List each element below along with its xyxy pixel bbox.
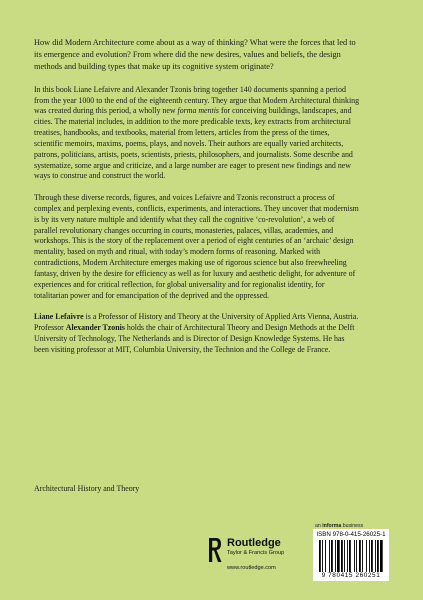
description-paragraph-2: Through these diverse records, figures, and voices Lefaivre and Tzonis reconstruct a process of complex and perplexing events, conflicts, experiments, and interactions. They uncover that modernism is by its very nature multiple and identify what they call the cognitive ‘co-revolution’, a web of parallel revolutionary changes occurring in courts, monasteries, palaces, villas, academies, and workshops. This is the story of the replacement over a period of eight centuries of an ‘archaic’ design mentality, based on myth and ritual, with today’s modern forms of reasoning. Marked with contradictions, Modern Architecture emerges making use of rigorous science but also freewheeling fantasy, driven by the desire for efficiency as well as for luxury and aesthetic delight, for adventure of experiences and for critical reflection, for global universality and for regionalist identity, for totalitarian power and for emancipation of the deprived and the oppressed. [34,193,359,300]
publisher-url: www.routledge.com [227,565,276,571]
series-title: Architectural History and Theory [34,484,140,493]
barcode-icon [319,540,383,572]
bio-text-1: is a Professor of History and Theory at the University of Applied Arts Vienna, Austria. Professor [34,312,359,333]
description-text-a: In this book Liane Lefaivre and Alexander Tzonis bring together 140 documents spanning a period from the year 1000 to the end of the eighteenth century. They argue that Modern Architectural thinking was created during this period, a wholly new [34,84,360,116]
author-name-tzonis: Alexander Tzonis [65,323,125,333]
informa-prefix: an [315,523,323,529]
description-text-b: for conceiving buildings, landscapes, and cities. The material includes, in addition to the more predicable texts, key extracts from architectural treatises, handbooks, and textbooks, material from letters, articles from the press of the times, scientific memoirs, maxims, poems, plays, and novels. Their authors are equally varied architects, patrons, politicians, artists, poets, scientists, priests, philosophers, and journalists. Some describe and systematize, some argue and criticize, and a large number are eager to present new findings and new ways to construe and construct the world. [34,106,353,181]
informa-suffix: business [341,523,364,529]
ean-number: 9 780415 260251 [321,572,381,579]
routledge-logo-icon [208,537,222,563]
isbn-text: ISBN 978-0-415-26025-1 [316,531,386,538]
publisher-group: Taylor & Francis Group [227,550,285,556]
publisher-block [208,537,284,571]
description-paragraph-1 [34,85,360,183]
author-name-lefaivre: Liane Lefaivre [34,312,84,322]
blurb-column [34,37,360,367]
publisher-name: Routledge [227,537,281,549]
informa-brand: informa [322,523,342,529]
barcode-panel [313,529,389,581]
bio-text-2: holds the chair of Architectural Theory and Design Methods at the Delft University of Technology, The Netherlands and is Director of Design Knowledge Systems. He has been visiting professor at MIT, Columbia University, the Technion and the College de France. [34,323,355,354]
intro-questions: How did Modern Architecture come about as a way of thinking? What were the forces that led to its emergence and evolution? From where did the new desires, values and beliefs, the design methods and building types that make up its cognitive system originate? [34,38,356,71]
author-bio [34,312,360,355]
forma-mentis-term: forma mentis [177,106,219,116]
